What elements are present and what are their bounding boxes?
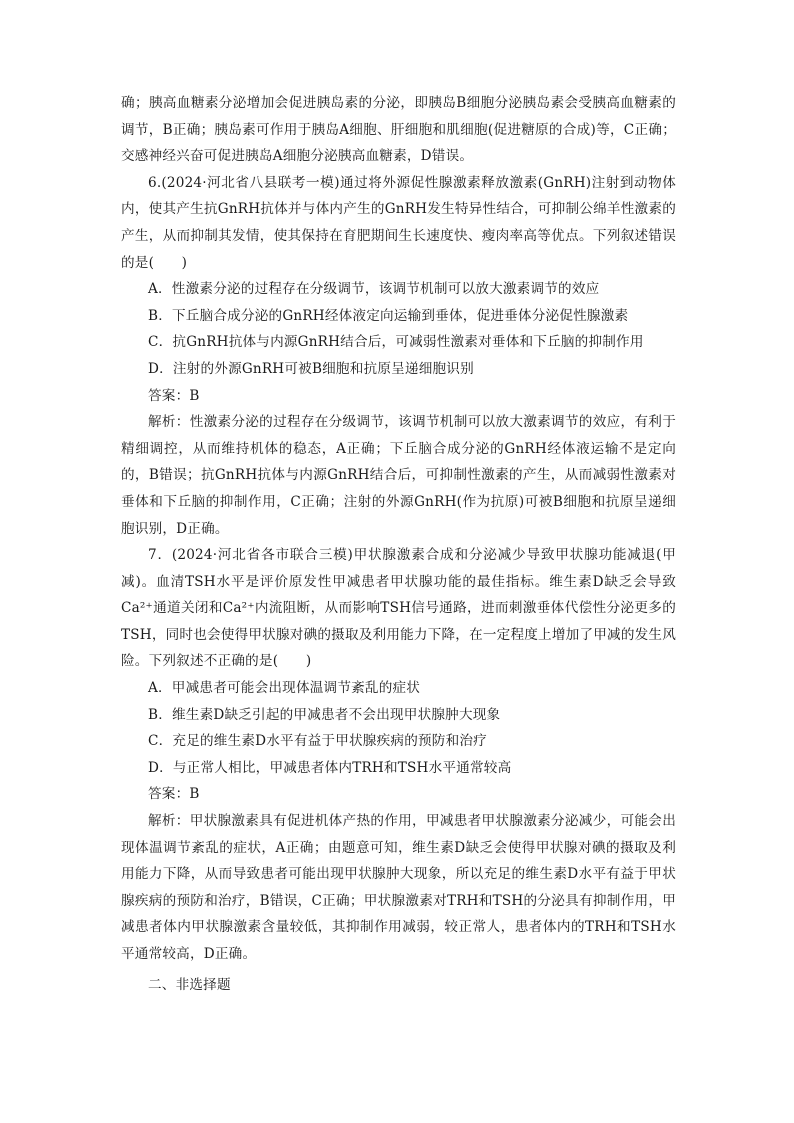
question-6-answer: 答案：B xyxy=(148,387,200,404)
question-6-option-a: A．性激素分泌的过程存在分级调节，该调节机制可以放大激素调节的效应 xyxy=(148,281,600,298)
document-page xyxy=(121,90,676,998)
question-6-stem: 6.(2024·河北省八县联考一模)通过将外源促性腺激素释放激素(GnRH)注射到动物体内，使其产生抗GnRH抗体并与体内产生的GnRH发生特异性结合，可抑制公绵羊性激素的产生，从而抑制其发情，使其保持在育肥期间生长速度快、瘦肉率高等优点。下列叙述错误的是( ) xyxy=(121,174,676,271)
question-7 xyxy=(121,542,676,968)
question-7-answer: 答案：B xyxy=(148,786,200,803)
question-7-stem: 7．(2024·河北省各市联合三模)甲状腺激素合成和分泌减少导致甲状腺功能减退(甲减)。血清TSH水平是评价原发性甲减患者甲状腺功能的最佳指标。维生素D缺乏会导致Ca²⁺通道关闭和Ca²⁺内流阻断，从而影响TSH信号通路，进而刺激垂体代偿性分泌更多的TSH，同时也会使得甲状腺对碘的摄取及利用能力下降，在一定程度上增加了甲减的发生风险。下列叙述不正确的是( ) xyxy=(121,547,676,670)
question-7-option-b: B．维生素D缺乏引起的甲减患者不会出现甲状腺肿大现象 xyxy=(148,706,501,723)
question-7-option-a: A．甲减患者可能会出现体温调节紊乱的症状 xyxy=(148,680,421,697)
question-6 xyxy=(121,170,676,542)
question-6-analysis: 解析：性激素分泌的过程存在分级调节，该调节机制可以放大激素调节的效应，有利于精细调控，从而维持机体的稳态，A正确；下丘脑合成分泌的GnRH经体液运输不是定向的，B错误；抗GnRH抗体与内源GnRH结合后，可抑制性激素的产生，从而减弱性激素对垂体和下丘脑的抑制作用，C正确；注射的外源GnRH(作为抗原)可被B细胞和抗原呈递细胞识别，D正确。 xyxy=(121,414,676,537)
question-7-option-c: C．充足的维生素D水平有益于甲状腺疾病的预防和治疗 xyxy=(148,733,487,750)
question-6-option-d: D．注射的外源GnRH可被B细胞和抗原呈递细胞识别 xyxy=(148,360,474,377)
previous-analysis-continuation: 确；胰高血糖素分泌增加会促进胰岛素的分泌，即胰岛B细胞分泌胰岛素会受胰高血糖素的调节，B正确；胰岛素可作用于胰岛A细胞、肝细胞和肌细胞(促进糖原的合成)等，C正确；交感神经兴奋可促进胰岛A细胞分泌胰高血糖素，D错误。 xyxy=(121,95,676,165)
question-6-option-c: C．抗GnRH抗体与内源GnRH结合后，可减弱性激素对垂体和下丘脑的抑制作用 xyxy=(148,334,644,351)
question-6-option-b: B．下丘脑合成分泌的GnRH经体液定向运输到垂体，促进垂体分泌促性腺激素 xyxy=(148,307,629,324)
section-heading-non-choice: 二、非选择题 xyxy=(148,976,231,993)
question-7-option-d: D．与正常人相比，甲减患者体内TRH和TSH水平通常较高 xyxy=(148,759,512,776)
question-7-analysis: 解析：甲状腺激素具有促进机体产热的作用，甲减患者甲状腺激素分泌减少，可能会出现体温调节紊乱的症状，A正确；由题意可知，维生素D缺乏会使得甲状腺对碘的摄取及利用能力下降，从而导致患者可能出现甲状腺肿大现象，所以充足的维生素D水平有益于甲状腺疾病的预防和治疗，B错误，C正确；甲状腺激素对TRH和TSH的分泌具有抑制作用，甲减患者体内甲状腺激素含量较低，其抑制作用减弱，较正常人，患者体内的TRH和TSH水平通常较高，D正确。 xyxy=(121,813,676,962)
